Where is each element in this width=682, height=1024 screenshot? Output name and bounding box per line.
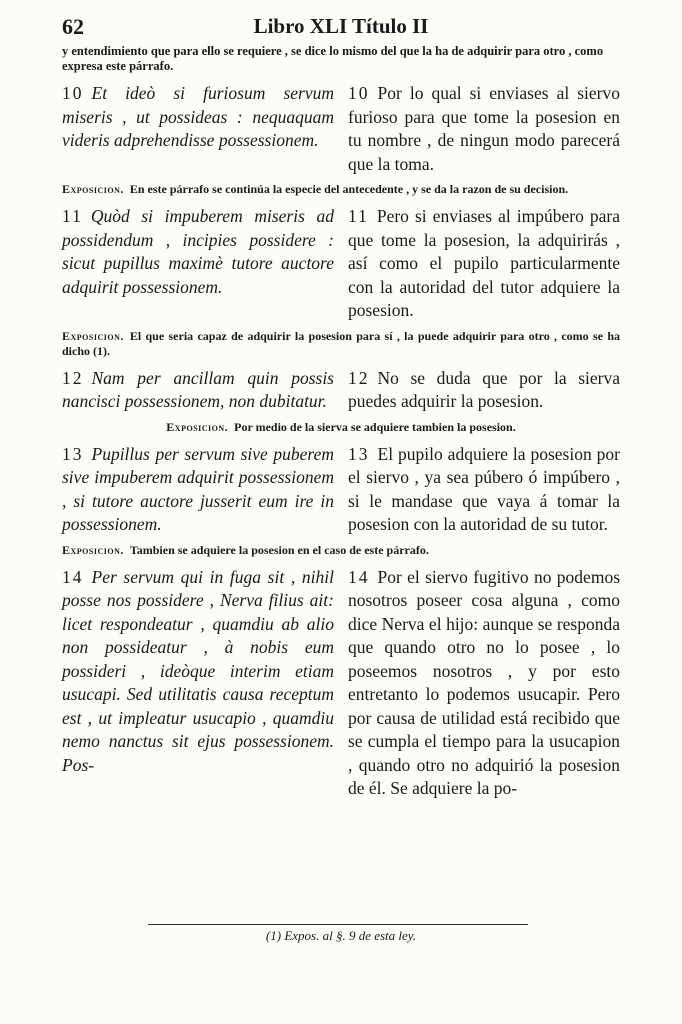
spanish-body: Pero si enviases al impúbero para que tome la posesion, la adquirirás , así como el pupilo particularmente con la autoridad del tutor adquiere la posesion. <box>348 206 620 320</box>
paragraph-number: 13 <box>348 443 370 464</box>
spanish-text <box>348 566 620 801</box>
latin-text <box>62 443 334 537</box>
spanish-text <box>348 443 620 537</box>
spanish-body: El pupilo adquiere la posesion por el siervo , ya sea púbero ó impúbero , si le mandase que vaya á tomar la posesion con la autoridad de su tutor. <box>348 443 620 534</box>
latin-body: Nam per ancillam quin possis nancisci possessionem, non dubitatur. <box>62 367 334 411</box>
exposicion <box>62 182 620 197</box>
paragraph-number: 11 <box>62 206 83 226</box>
paragraph-number: 14 <box>348 566 370 587</box>
exposicion-text: Tambien se adquiere la posesion en el caso de este párrafo. <box>129 542 429 557</box>
exposicion-label: Exposicion. <box>62 542 124 557</box>
running-title: Libro XLI Título II <box>253 14 429 38</box>
paragraph-number: 10 <box>62 83 84 103</box>
exposicion <box>62 420 620 435</box>
spanish-body: Por el siervo fugitivo no podemos nosotros poseer cosa alguna , como dice Nerva el hijo: aunque se responda que quando otro no lo posee , lo poseemos nosotros , y por esto entretanto lo podemos usucapir. Pero por causa de utilidad está recibido que se cumpla el tiempo para la usucapion , quando otro no adquirió la posesion de él. Se adquiere la po- <box>348 566 620 798</box>
page <box>62 10 620 805</box>
section-14 <box>62 566 620 801</box>
exposicion-text: El que seria capaz de adquirir la posesion para sí , la puede adquirir para otro , como se ha dicho (1). <box>62 328 620 358</box>
page-number: 62 <box>62 14 84 39</box>
latin-text <box>62 205 334 323</box>
exposicion-label: Exposicion. <box>166 419 229 434</box>
exposicion <box>62 543 620 558</box>
spanish-body: No se duda que por la sierva puedes adquirir la posesion. <box>348 367 620 411</box>
page-header <box>62 10 620 44</box>
spanish-text <box>348 367 620 414</box>
latin-body: Per servum qui in fuga sit , nihil posse nos possidere , Nerva filius ait: licet respondeatur , quamdiu ab alio non possideatur , à nobis eum possideri , ideòque interim etiam usucapi. Sed utilitatis causa receptum est , ut impleatur usucapio , quamdiu nemo nanctus sit ejus possessionem. Pos- <box>62 566 334 775</box>
latin-text <box>62 367 334 414</box>
latin-body: Et ideò si furiosum servum miseris , ut possideas : nequaquam videris adprehendisse possessionem. <box>62 83 334 150</box>
latin-text <box>62 566 334 801</box>
paragraph-number: 14 <box>62 566 84 587</box>
section-11 <box>62 205 620 323</box>
exposicion <box>62 329 620 359</box>
section-12 <box>62 367 620 414</box>
spanish-text <box>348 205 620 323</box>
spanish-body: Por lo qual si enviases al siervo furioso para que tome la posesion en tu nombre , de ningun modo parecerá que la toma. <box>348 83 620 174</box>
section-13 <box>62 443 620 537</box>
paragraph-number: 12 <box>348 367 370 388</box>
latin-body: Pupillus per servum sive puberem sive impuberem adquirit possessionem , si tutore auctore jusserit eum ire in possessionem. <box>62 443 334 534</box>
paragraph-number: 10 <box>348 83 370 103</box>
paragraph-number: 12 <box>62 367 84 388</box>
exposicion-label: Exposicion. <box>62 182 124 196</box>
paragraph-number: 11 <box>348 206 369 226</box>
latin-text <box>62 82 334 176</box>
footnote-rule <box>148 924 528 925</box>
exposicion-label: Exposicion. <box>62 328 124 343</box>
exposicion-text: Por medio de la sierva se adquiere tambien la posesion. <box>234 419 516 434</box>
footnote: (1) Expos. al §. 9 de esta ley. <box>265 928 417 943</box>
spanish-text <box>348 82 620 176</box>
exposicion-text: En este párrafo se continúa la especie del antecedente , y se da la razon de su decision. <box>129 182 569 196</box>
paragraph-number: 13 <box>62 443 84 464</box>
section-10 <box>62 82 620 176</box>
latin-body: Quòd si impuberem miseris ad possidendum , incipies possidere : sicut pupillus maximè tutore auctore adquirit possessionem. <box>62 206 334 297</box>
intro-text: y entendimiento que para ello se requiere , se dice lo mismo del que la ha de adquirir para otro , como expresa este párrafo. <box>62 44 604 73</box>
